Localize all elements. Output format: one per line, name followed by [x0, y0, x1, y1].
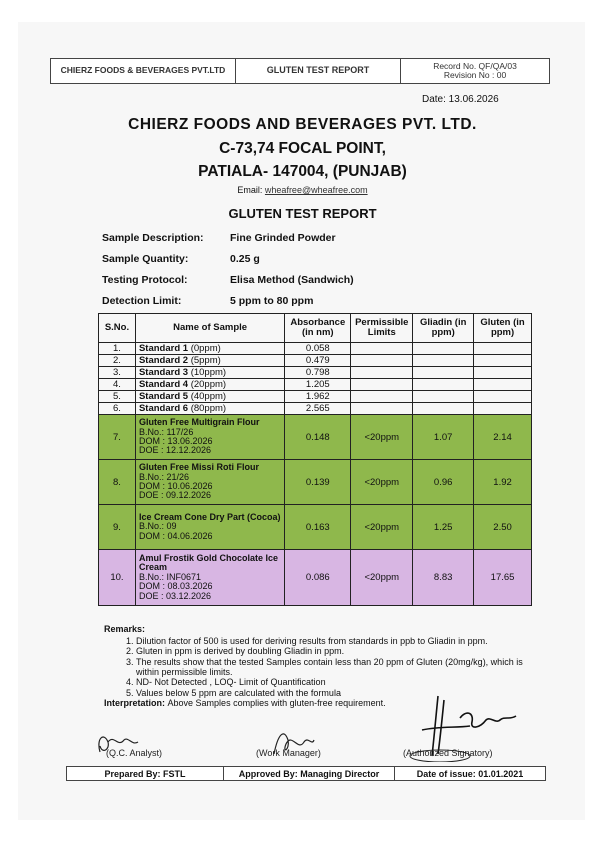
table-row: 1. Standard 1 (0ppm) 0.058 — [99, 343, 532, 355]
results-table — [98, 313, 532, 606]
remark-item: 5. Values below 5 ppm are calculated with the formula — [136, 688, 524, 698]
table-row: 6. Standard 6 (80ppm) 2.565 — [99, 403, 532, 415]
col-header-sno: S.No. — [99, 314, 136, 343]
address-line-2: PATIALA- 147004, (PUNJAB) — [198, 163, 407, 180]
interpretation: Interpretation: Above Samples complies with gluten-free requirement. — [104, 698, 386, 709]
document-header — [50, 58, 550, 84]
info-value: Fine Grinded Powder — [230, 232, 336, 244]
info-sample-description: Sample Description: Fine Grinded Powder — [102, 232, 336, 244]
remark-item: 4. ND- Not Detected , LOQ- Limit of Quantification — [136, 677, 524, 687]
col-header-absorbance: Absorbance (in nm) — [285, 314, 351, 343]
report-date: Date: 13.06.2026 — [422, 94, 499, 105]
date-of-issue: Date of issue: 01.01.2021 — [416, 768, 524, 779]
document-footer — [66, 766, 546, 781]
col-header-limits: Permissible Limits — [351, 314, 413, 343]
manager-label: (Work Manager) — [256, 748, 321, 758]
remarks-heading: Remarks: — [104, 624, 146, 634]
header-company: CHIERZ FOODS & BEVERAGES PVT.LTD — [51, 59, 236, 83]
col-header-gliadin: Gliadin (in ppm) — [413, 314, 474, 343]
record-number: Record No. QF/QA/03 — [433, 60, 517, 71]
header-report-title: GLUTEN TEST REPORT — [236, 59, 401, 83]
table-row: 3. Standard 3 (10ppm) 0.798 — [99, 367, 532, 379]
email-line — [0, 185, 605, 195]
info-value: 5 ppm to 80 ppm — [230, 295, 314, 307]
col-header-gluten: Gluten (in ppm) — [474, 314, 532, 343]
info-value: Elisa Method (Sandwich) — [230, 274, 354, 286]
table-row: 9. Ice Cream Cone Dry Part (Cocoa) B.No.: 09 DOM : 04.06.2026 0.163 <20ppm 1.25 2.50 — [99, 505, 532, 550]
table-row: 2. Standard 2 (5ppm) 0.479 — [99, 355, 532, 367]
remark-item: 1. Dilution factor of 500 is used for deriving results from standards in ppb to Gliadin in ppm. — [136, 636, 524, 646]
col-header-name: Name of Sample — [135, 314, 284, 343]
remark-item: 3. The results show that the tested Samples contain less than 20 ppm of Gluten (20mg/kg), which is within permissible limits. — [136, 657, 524, 678]
signatory-label: (Authorized Signatory) — [403, 748, 493, 758]
table-row: 8. Gluten Free Missi Roti Flour B.No.: 21/26 DOM : 10.06.2026 DOE : 09.12.2026 0.139 <20ppm 0.96 1.92 — [99, 460, 532, 505]
email-link[interactable]: wheafree@wheafree.com — [264, 185, 368, 195]
remarks-list — [104, 636, 524, 698]
table-header-row — [99, 314, 532, 343]
approved-by: Approved By: Managing Director — [224, 767, 395, 780]
analyst-label: (Q.C. Analyst) — [106, 748, 163, 758]
company-name: CHIERZ FOODS AND BEVERAGES PVT. LTD. — [128, 116, 477, 133]
table-row: 7. Gluten Free Multigrain Flour B.No.: 117/26 DOM : 13.06.2026 DOE : 12.12.2026 0.148 <20ppm 1.07 2.14 — [99, 415, 532, 460]
info-detection-limit: Detection Limit: 5 ppm to 80 ppm — [102, 295, 314, 307]
info-sample-quantity: Sample Quantity: 0.25 g — [102, 253, 260, 265]
info-value: 0.25 g — [230, 253, 260, 265]
table-row: 10. Amul Frostik Gold Chocolate Ice Cream B.No.: INF0671 DOM : 08.03.2026 DOE : 03.12.2026 0.086 <20ppm 8.83 17.65 — [99, 550, 532, 606]
table-row: 5. Standard 5 (40ppm) 1.962 — [99, 391, 532, 403]
address-line-1: C-73,74 FOCAL POINT, — [219, 140, 386, 157]
report-title: GLUTEN TEST REPORT — [228, 206, 377, 221]
table-row: 4. Standard 4 (20ppm) 1.205 — [99, 379, 532, 391]
prepared-by: Prepared By: FSTL — [67, 767, 224, 780]
header-record — [401, 59, 549, 83]
email-label: Email: — [237, 185, 263, 195]
revision-number: Revision No : 00 — [443, 70, 507, 80]
remark-item: 2. Gluten in ppm is derived by doubling Gliadin in ppm. — [136, 646, 524, 656]
info-testing-protocol: Testing Protocol: Elisa Method (Sandwich) — [102, 274, 354, 286]
